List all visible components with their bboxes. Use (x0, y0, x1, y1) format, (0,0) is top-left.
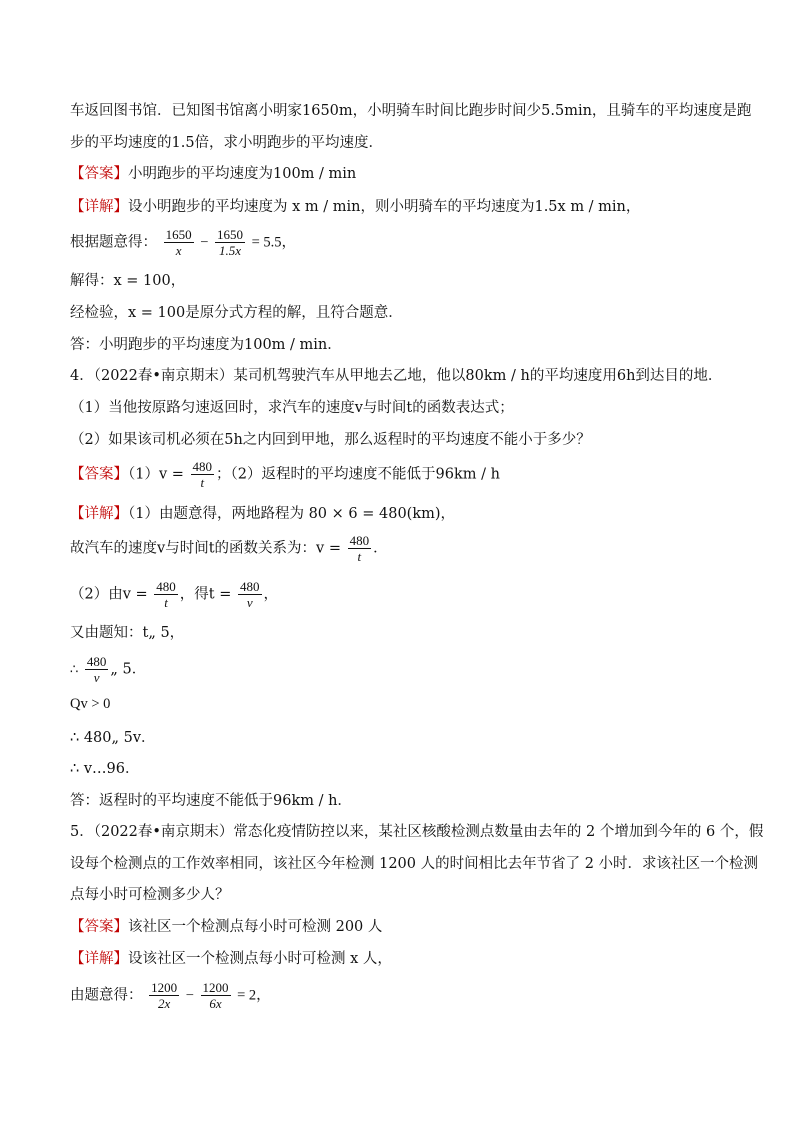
detail-tag: 【详解】 (70, 506, 128, 522)
detail-tag: 【详解】 (70, 951, 128, 967)
problem3-equation (70, 227, 296, 258)
equation-result: = 5.5， (251, 234, 297, 251)
problem5-question-line2: 设每个检测点的工作效率相同，该社区今年检测 1200 人的时间相比去年节省了 2 小时．求该社区一个检测 (70, 856, 759, 872)
equation-prefix: 由题意得： (70, 987, 143, 1004)
problem3-reply: 答：小明跑步的平均速度为100m / min． (70, 337, 342, 353)
problem4-relation: 故汽车的速度v与时间t的函数关系为：v = $\frac{480}{t}$ ． (70, 533, 388, 564)
equation-result: = 2， (237, 987, 271, 1004)
problem3-text-line2: 步的平均速度的1.5倍，求小明跑步的平均速度． (70, 135, 384, 151)
fraction: $\frac{480}{v}$ (240, 579, 260, 610)
answer-tag: 【答案】 (70, 466, 128, 483)
answer-tag: 【答案】 (70, 166, 128, 182)
detail-text: （1）由题意得，两地路程为 80 × 6 = 480(km)， (128, 506, 456, 522)
problem4-detail (70, 504, 455, 524)
problem4-answer: 【答案】（1）v = $\frac{480}{t}$ ；（2）返程时的平均速度不能低于96km / h (70, 459, 500, 490)
fraction: $\frac{480}{t}$ (156, 579, 176, 610)
problem4-therefore2: ∴ 480„ 5v． (70, 730, 156, 746)
problem4-sub2: （2）如果该司机必须在5h之内回到甲地，那么返程时的平均速度不能小于多少？ (70, 432, 591, 448)
fraction: $\frac{480}{t}$ (349, 533, 370, 564)
fraction: $\frac{1200}{6x}$ (202, 980, 229, 1011)
problem4-therefore3: ∴ v…96． (70, 761, 140, 777)
fraction: $\frac{480}{v}$ (86, 654, 107, 685)
fraction: $\frac{480}{t}$ (192, 459, 213, 490)
problem5-equation (70, 980, 271, 1011)
fraction: $\frac{1200}{2x}$ (151, 980, 178, 1011)
problem3-answer (70, 164, 356, 184)
answer-tag: 【答案】 (70, 919, 128, 935)
problem5-detail (70, 949, 392, 969)
problem3-detail (70, 197, 640, 217)
problem4-question: 4．（2022春•南京期末）某司机驾驶汽车从甲地去乙地，他以80km / h的平均速度用6h到达目的地． (70, 368, 723, 384)
detail-text: 设该社区一个检测点每小时可检测 x 人， (128, 951, 392, 967)
fraction: $\frac{1650}{1.5x}$ (217, 227, 244, 258)
answer-text: 该社区一个检测点每小时可检测 200 人 (128, 919, 383, 935)
minus-sign: − (200, 234, 209, 251)
problem3-text-line1: 车返回图书馆．已知图书馆离小明家1650m，小明骑车时间比跑步时间少5.5min，且骑车的平均速度是跑 (70, 103, 752, 119)
problem5-answer (70, 917, 382, 937)
problem3-solve: 解得：x = 100， (70, 273, 186, 289)
minus-sign: − (185, 987, 194, 1004)
problem4-also: 又由题知：t„ 5， (70, 625, 185, 641)
problem4-part2: （2）由v = $\frac{480}{t}$ ，得t = $\frac{480}{v}$ ， (70, 579, 278, 610)
problem4-therefore1: ∴ $\frac{480}{v}$ „ 5． (70, 654, 147, 685)
problem4-reply: 答：返程时的平均速度不能低于96km / h． (70, 793, 352, 809)
detail-text: 设小明跑步的平均速度为 x m / min，则小明骑车的平均速度为1.5x m / min， (128, 199, 641, 215)
problem5-question-line1: 5．（2022春•南京期末）常态化疫情防控以来，某社区核酸检测点数量由去年的 2 个增加到今年的 6 个，假 (70, 824, 764, 840)
detail-tag: 【详解】 (70, 199, 128, 215)
problem4-sub1: （1）当他按原路匀速返回时，求汽车的速度v与时间t的函数表达式； (70, 400, 514, 416)
problem5-question-line3: 点每小时可检测多少人？ (70, 887, 230, 903)
problem3-check: 经检验，x = 100是原分式方程的解，且符合题意． (70, 305, 403, 321)
problem4-because: Qv > 0 (70, 696, 111, 712)
fraction: $\frac{1650}{x}$ (165, 227, 192, 258)
answer-text: 小明跑步的平均速度为100m / min (128, 166, 357, 182)
equation-prefix: 根据题意得： (70, 234, 157, 251)
